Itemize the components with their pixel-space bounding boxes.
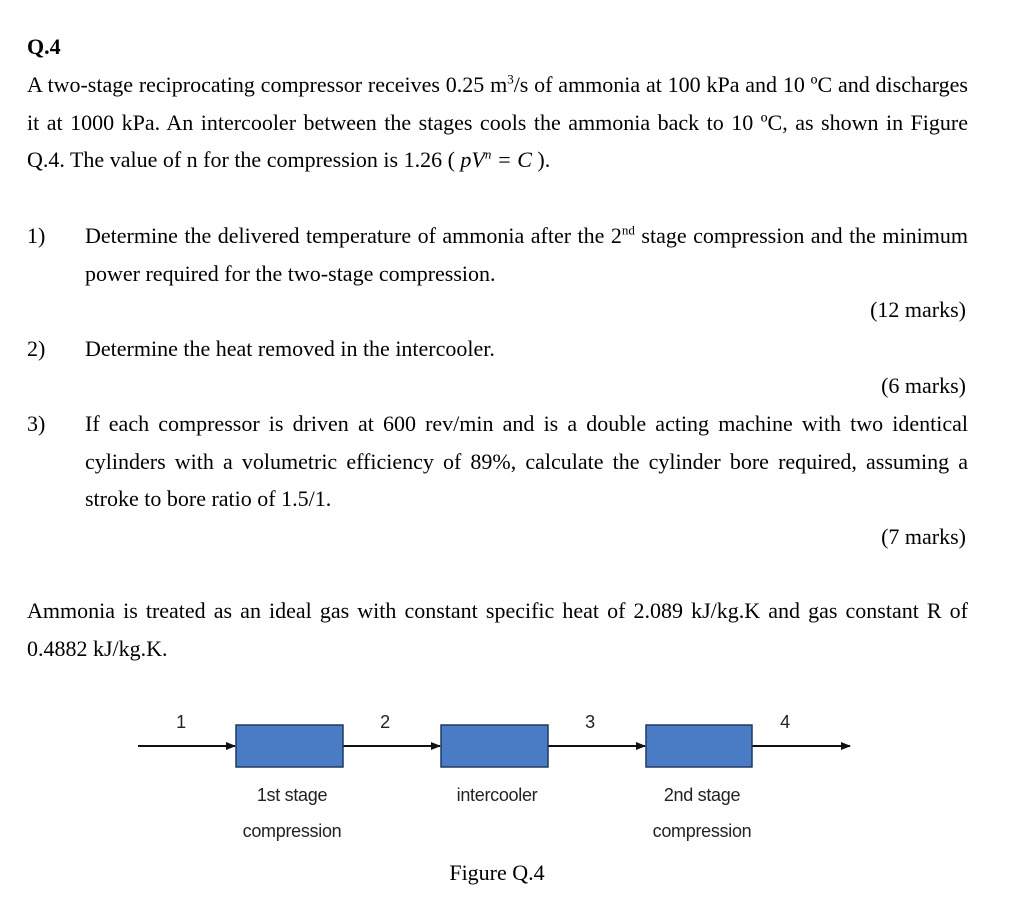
- block-3-label-line1: 2nd stage: [663, 785, 741, 805]
- part-text: If each compressor is driven at 600 rev/min and is a double acting machine with two identical cylinders with a volumetric efficiency of 89%, calculate the cylinder bore required, assuming a stroke to bore ratio of 1.5/1.: [85, 411, 968, 511]
- intro-text-c: ).: [531, 147, 551, 172]
- block-2-label: intercooler: [456, 785, 538, 805]
- block-1-label-line2: compression: [242, 821, 342, 841]
- part-3: [27, 405, 968, 518]
- flow-diagram: [0, 700, 1024, 860]
- figure-q4: [0, 700, 1024, 918]
- part-number: 3): [27, 411, 46, 436]
- part-number: 2): [27, 336, 46, 361]
- intro-text-b: /s of ammonia at 100 kPa and 10 ºC and discharges it at 1000 kPa. An intercooler between the stages cools the ammonia back to 10 ºC, as shown in Figure Q.4. The value of n for the compression is 1.26 (: [27, 72, 968, 172]
- intro-text-a: A two-stage reciprocating compressor receives 0.25 m: [27, 72, 508, 97]
- block-3-label-line2: compression: [652, 821, 752, 841]
- part-1: [27, 217, 968, 292]
- part-3-marks: (7 marks): [881, 524, 966, 549]
- part-1-marks: (12 marks): [870, 297, 966, 322]
- part-2: [27, 330, 968, 368]
- intro-superscript: 3: [507, 71, 514, 87]
- state-label-3: 3: [585, 712, 595, 732]
- figure-caption: Figure Q.4: [449, 860, 545, 885]
- equation-lhs: pV: [460, 147, 485, 172]
- block-intercooler: [441, 725, 548, 767]
- part-1-text-b: stage compression and the minimum power required for the two-stage compression.: [85, 223, 968, 286]
- state-label-2: 2: [380, 712, 390, 732]
- block-2nd-stage: [646, 725, 752, 767]
- polytropic-equation: [460, 147, 531, 172]
- question-intro: [27, 66, 968, 179]
- part-1-text-a: Determine the delivered temperature of ammonia after the 2: [85, 223, 622, 248]
- part-number: 1): [27, 223, 46, 248]
- block-1-label-line1: 1st stage: [256, 785, 328, 805]
- assumption-note: Ammonia is treated as an ideal gas with constant specific heat of 2.089 kJ/kg.K and gas constant R of 0.4882 kJ/kg.K.: [27, 598, 968, 661]
- equation-rhs: = C: [491, 147, 532, 172]
- question-heading: Q.4: [27, 34, 61, 59]
- part-text: [85, 217, 968, 292]
- part-text: Determine the heat removed in the intercooler.: [85, 336, 495, 361]
- part-1-superscript: nd: [621, 222, 635, 238]
- block-1st-stage: [236, 725, 343, 767]
- equation-exponent: n: [484, 146, 492, 162]
- part-2-marks: (6 marks): [881, 373, 966, 398]
- state-label-4: 4: [780, 712, 790, 732]
- state-label-1: 1: [176, 712, 186, 732]
